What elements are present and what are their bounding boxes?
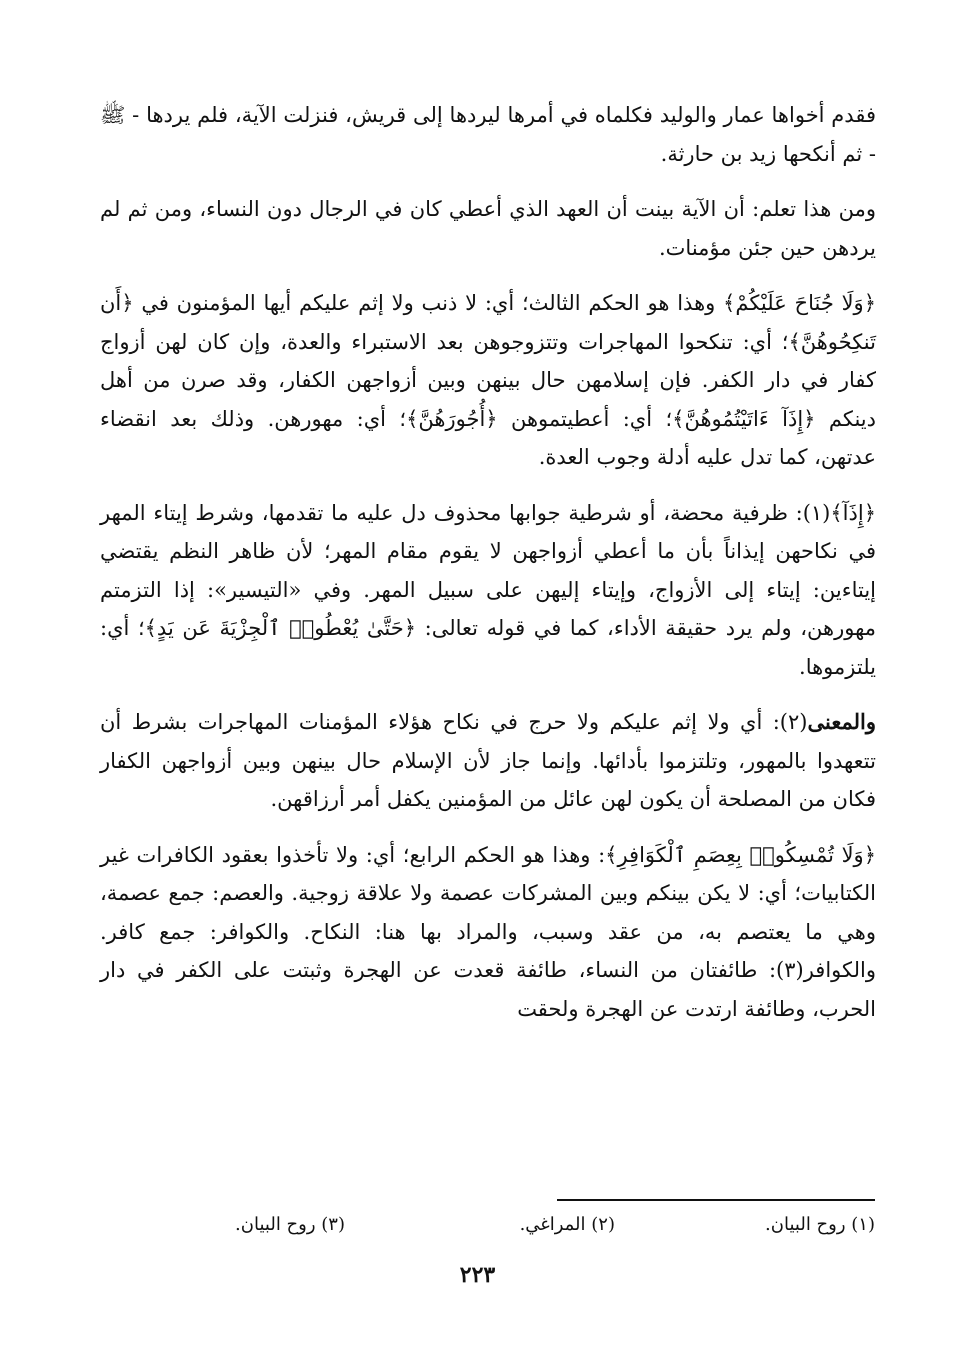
- paragraph-3: ﴿وَلَا جُنَاحَ عَلَيْكُمْ﴾ وهذا هو الحكم الثالث؛ أي: لا ذنب ولا إثم عليكم أيها المؤمنون في ﴿أَن تَنكِحُوهُنَّ﴾؛ أي: تنكحوا المهاجرات وتتزوجوهن بعد الاستبراء والعدة، وإن كان لهن أزواج كفار في دار الكفر. فإن إسلامهن حال بينهن وبين أزواجهن الكفار، وقد صرن من أهل دينكم ﴿إِذَآ ءَاتَيْتُمُوهُنَّ﴾؛ أي: أعطيتموهن ﴿أُجُورَهُنَّ﴾؛ أي: مهورهن. وذلك بعد انقضاء عدتهن، كما تدل عليه أدلة وجوب العدة.: [100, 291, 876, 469]
- page-body: [100, 96, 876, 1045]
- footnote-1: (١) روح البيان.: [765, 1214, 875, 1235]
- paragraph-6: ﴿وَلَا تُمْسِكُوا۟ بِعِصَمِ ٱلْكَوَافِرِ﴾: وهذا هو الحكم الرابع؛ أي: ولا تأخذوا بعقود الكافرات غير الكتابيات؛ أي: لا يكن بينكم وبين المشركات عصمة ولا علاقة زوجية. والعصم: جمع عصمة، وهي ما يعتصم به، من عقد وسبب، والمراد بها هنا: النكاح. والكوافر: جمع كافر. والكوافر(٣): طائفتان من النساء، طائفة قعدت عن الهجرة وثبتت على الكفر في دار الحرب، وطائفة ارتدت عن الهجرة ولحقت: [100, 842, 877, 1021]
- paragraph-2: ومن هذا تعلم: أن الآية بينت أن العهد الذي أعطي كان في الرجال دون النساء، ومن ثم لم يردهن حين جئن مؤمنات.: [100, 197, 876, 260]
- paragraph-1: فقدم أخواها عمار والوليد فكلماه في أمرها ليردها إلى قريش، فنزلت الآية، فلم يردها - ﷺ - ثم أنكحها زيد بن حارثة.: [100, 103, 876, 166]
- footnote-3: (٣) روح البيان.: [235, 1214, 345, 1235]
- footnotes: [175, 1214, 875, 1244]
- page-number: ٢٢٣: [459, 1262, 496, 1288]
- paragraph-5: [100, 703, 876, 819]
- footnote-divider: [557, 1199, 875, 1201]
- paragraph-4: ﴿إِذَآ﴾(١): ظرفية محضة، أو شرطية جوابها محذوف دل عليه ما تقدمها، وشرط إيتاء المهر في نكاحهن إيذاناً بأن ما أعطي أزواجهن لا يقوم مقام المهر؛ لأن ظاهر النظم يقتضي إيتاءين: إيتاء إلى الأزواج، وإيتاء إليهن على سبيل المهر. وفي «التيسير»: إذا التزمتم مهورهن، ولم يرد حقيقة الأداء، كما في قوله تعالى: ﴿حَتَّىٰ يُعْطُوا۟ ٱلْجِزْيَةَ عَن يَدٍ﴾؛ أي: يلتزموها.: [100, 500, 876, 679]
- paragraph-5-text: (٢): أي ولا إثم عليكم ولا حرج في نكاح هؤلاء المؤمنات المهاجرات بشرط أن تتعهدوا بالمهور، وتلتزموا بأدائها. وإنما جاز لأن الإسلام حال بينهن وبين أزواجهن الكفار فكان من المصلحة أن يكون لهن عائل من المؤمنين يكفل أمر أرزاقهن.: [100, 710, 876, 811]
- paragraph-5-lead: والمعنى: [807, 709, 876, 734]
- footnote-2: (٢) المراغي.: [519, 1214, 615, 1235]
